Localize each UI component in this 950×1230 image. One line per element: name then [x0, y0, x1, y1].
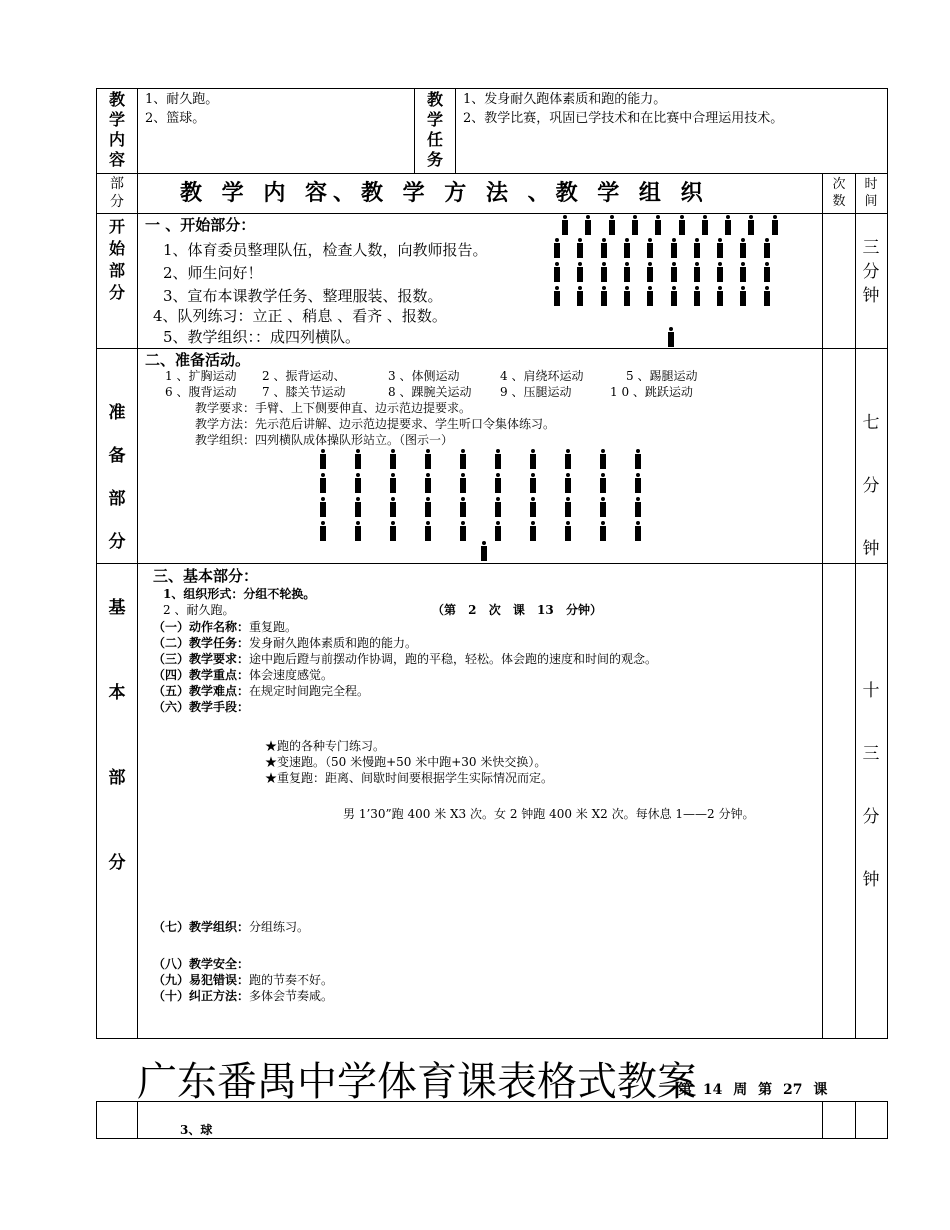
col-divider: [455, 88, 456, 173]
basic-item: （六）教学手段：: [153, 700, 250, 714]
col-divider: [855, 173, 856, 1039]
student-figure-icon: [693, 262, 701, 282]
student-figure-icon: [354, 497, 362, 517]
student-figure-icon: [564, 449, 572, 469]
student-figure-icon: [716, 262, 724, 282]
start-line-1: 1、体育委员整理队伍，检查人数，向教师报告。: [163, 241, 488, 259]
student-figure-icon: [389, 497, 397, 517]
student-figure-icon: [561, 215, 569, 235]
run-note: 男 1’30”跑 400 米 X3 次。女 2 钟跑 400 米 X2 次。每休息 1——2 分钟。: [343, 807, 755, 821]
start-line-3: 3、宣布本课教学任务、整理服装、报数。: [163, 287, 443, 305]
student-figure-icon: [553, 262, 561, 282]
student-figure-icon: [724, 215, 732, 235]
prep-req: 教学要求：手臂、上下侧要伸直、边示范边提要求。: [195, 401, 472, 415]
star-item: ★重复跑：距离、间歇时间要根据学生实际情况而定。: [265, 771, 554, 785]
basic-item: （二）教学任务：发身耐久跑体素质和跑的能力。: [153, 636, 418, 650]
student-figure-icon: [494, 521, 502, 541]
content-item-1: 1、耐久跑。: [145, 92, 219, 107]
student-figure-icon: [529, 449, 537, 469]
basic-line-1: 1、组织形式：分组不轮换。: [163, 587, 316, 601]
student-figure-icon: [459, 521, 467, 541]
student-figure-icon: [354, 521, 362, 541]
student-figure-icon: [771, 215, 779, 235]
row-divider: [96, 173, 888, 174]
basic-item: （八）教学安全：: [153, 957, 250, 971]
student-figure-icon: [739, 286, 747, 306]
student-figure-icon: [319, 497, 327, 517]
student-figure-icon: [319, 521, 327, 541]
student-figure-icon: [553, 286, 561, 306]
student-figure-icon: [701, 215, 709, 235]
content-item-2: 2、篮球。: [145, 111, 206, 126]
start-time: 三 分 钟: [862, 238, 880, 306]
start-label: 开 始 部 分: [108, 217, 125, 302]
col-divider: [822, 1101, 823, 1139]
lesson-note: （第 2 次 课 13 分钟）: [432, 603, 602, 617]
student-figure-icon: [576, 238, 584, 258]
student-figure-icon: [678, 215, 686, 235]
student-figure-icon: [600, 262, 608, 282]
student-figure-icon: [716, 286, 724, 306]
student-figure-icon: [529, 473, 537, 493]
prep-exercise: 9 、压腿运动: [500, 385, 572, 399]
student-figure-icon: [424, 521, 432, 541]
basic-label: 基 本 部 分: [108, 598, 126, 873]
start-line-5: 5、教学组织：：成四列横队。: [163, 328, 361, 346]
task-label: 教 学 任 务: [426, 90, 443, 169]
main-header: 教 学 内 容、教 学 方 法 、教 学 组 织: [180, 180, 709, 206]
prep-exercise: 8 、踝腕关运动: [388, 385, 472, 399]
basic-line-2: 2 、耐久跑。: [163, 603, 235, 617]
col-divider: [137, 1101, 138, 1139]
student-figure-icon: [763, 262, 771, 282]
student-figure-icon: [459, 473, 467, 493]
start-title: 一 、开始部分：: [145, 216, 256, 234]
student-figure-icon: [693, 286, 701, 306]
student-figure-icon: [529, 497, 537, 517]
student-figure-icon: [584, 215, 592, 235]
student-figure-icon: [646, 238, 654, 258]
start-line-2: 2、师生问好！: [163, 264, 263, 282]
student-figure-icon: [599, 497, 607, 517]
student-figure-icon: [634, 521, 642, 541]
prep-exercise: 6 、腹背运动: [165, 385, 237, 399]
student-figure-icon: [646, 286, 654, 306]
start-line-4: 4、队列练习：立正 、稍息 、看齐 、报数。: [153, 307, 447, 325]
student-figure-icon: [634, 497, 642, 517]
student-figure-icon: [576, 286, 584, 306]
prep-exercise: 1 0 、跳跃运动: [610, 385, 693, 399]
row-divider: [96, 563, 888, 564]
student-figure-icon: [424, 473, 432, 493]
student-figure-icon: [599, 521, 607, 541]
prep-exercise: 7 、膝关节运动: [262, 385, 346, 399]
prep-exercise: 5 、踢腿运动: [626, 369, 698, 383]
student-figure-icon: [608, 215, 616, 235]
student-figure-icon: [634, 473, 642, 493]
row-divider: [96, 348, 888, 349]
student-figure-icon: [564, 521, 572, 541]
student-figure-icon: [480, 541, 488, 561]
section-header: 部 分: [110, 176, 124, 210]
prep-org: 教学组织：四列横队成体操队形站立。（图示一）: [195, 433, 454, 447]
col-divider: [414, 88, 415, 173]
basic-item: （一）动作名称：重复跑。: [153, 620, 298, 634]
student-figure-icon: [494, 497, 502, 517]
student-figure-icon: [319, 449, 327, 469]
student-figure-icon: [631, 215, 639, 235]
star-item: ★跑的各种专门练习。: [265, 739, 386, 753]
next-row-text: 3、球: [180, 1123, 213, 1137]
student-figure-icon: [623, 286, 631, 306]
student-figure-icon: [763, 238, 771, 258]
student-figure-icon: [716, 238, 724, 258]
student-figure-icon: [623, 238, 631, 258]
col-divider: [822, 173, 823, 1039]
col-divider: [137, 88, 138, 1039]
prep-exercise: 2 、振背运动、: [262, 369, 346, 383]
student-figure-icon: [576, 262, 584, 282]
student-figure-icon: [599, 449, 607, 469]
student-figure-icon: [389, 473, 397, 493]
student-figure-icon: [459, 497, 467, 517]
basic-title: 三、基本部分：: [153, 567, 259, 585]
row-divider: [96, 213, 888, 214]
doc-title: 广东番禺中学体育课表格式教案: [137, 1059, 697, 1105]
prep-time: 七 分 钟: [862, 413, 880, 559]
student-figure-icon: [529, 521, 537, 541]
star-item: ★变速跑。（50 米慢跑+50 米中跑+30 米快交换）。: [265, 755, 547, 769]
student-figure-icon: [693, 238, 701, 258]
count-header: 次 数: [832, 177, 846, 209]
student-figure-icon: [739, 262, 747, 282]
student-figure-icon: [459, 449, 467, 469]
student-figure-icon: [494, 473, 502, 493]
student-figure-icon: [623, 262, 631, 282]
basic-item: （五）教学难点：在规定时间跑完全程。: [153, 684, 370, 698]
basic-item: （十）纠正方法：多体会节奏咸。: [153, 989, 334, 1003]
prep-label: 准 备 部 分: [108, 403, 126, 552]
student-figure-icon: [389, 449, 397, 469]
time-header: 时 间: [864, 177, 878, 209]
basic-item: （三）教学要求：途中跑后蹬与前摆动作协调，跑的平稳，轻松。体会跑的速度和时间的观念。: [153, 652, 658, 666]
basic-item: （九）易犯错误：跑的节奏不好。: [153, 973, 334, 987]
student-figure-icon: [739, 238, 747, 258]
week-info: 第 14 周 第 27 课: [678, 1082, 828, 1098]
student-figure-icon: [634, 449, 642, 469]
student-figure-icon: [670, 238, 678, 258]
student-figure-icon: [553, 238, 561, 258]
student-figure-icon: [354, 449, 362, 469]
prep-exercise: 4 、肩绕环运动: [500, 369, 584, 383]
student-figure-icon: [494, 449, 502, 469]
prep-title: 二、准备活动。: [145, 351, 251, 369]
student-figure-icon: [389, 521, 397, 541]
basic-time: 十 三 分 钟: [862, 681, 880, 890]
student-figure-icon: [600, 286, 608, 306]
basic-org: （七）教学组织：分组练习。: [153, 920, 310, 934]
student-figure-icon: [319, 473, 327, 493]
student-figure-icon: [670, 286, 678, 306]
student-figure-icon: [646, 262, 654, 282]
prep-exercise: 1 、扩胸运动: [165, 369, 237, 383]
col-divider: [855, 1101, 856, 1139]
prep-method: 教学方法：先示范后讲解、边示范边提要求、学生听口令集体练习。: [195, 417, 556, 431]
next-table: [96, 1101, 888, 1139]
student-figure-icon: [763, 286, 771, 306]
student-figure-icon: [654, 215, 662, 235]
student-figure-icon: [564, 473, 572, 493]
prep-exercise: 3 、体侧运动: [388, 369, 460, 383]
student-figure-icon: [564, 497, 572, 517]
student-figure-icon: [424, 449, 432, 469]
student-figure-icon: [667, 327, 675, 347]
student-figure-icon: [599, 473, 607, 493]
content-label: 教 学 内 容: [108, 90, 125, 169]
task-item-1: 1、发身耐久跑体素质和跑的能力。: [463, 92, 667, 107]
student-figure-icon: [424, 497, 432, 517]
task-item-2: 2、教学比赛，巩固已学技术和在比赛中合理运用技术。: [463, 111, 784, 126]
basic-item: （四）教学重点：体会速度感觉。: [153, 668, 334, 682]
student-figure-icon: [354, 473, 362, 493]
student-figure-icon: [747, 215, 755, 235]
student-figure-icon: [600, 238, 608, 258]
student-figure-icon: [670, 262, 678, 282]
